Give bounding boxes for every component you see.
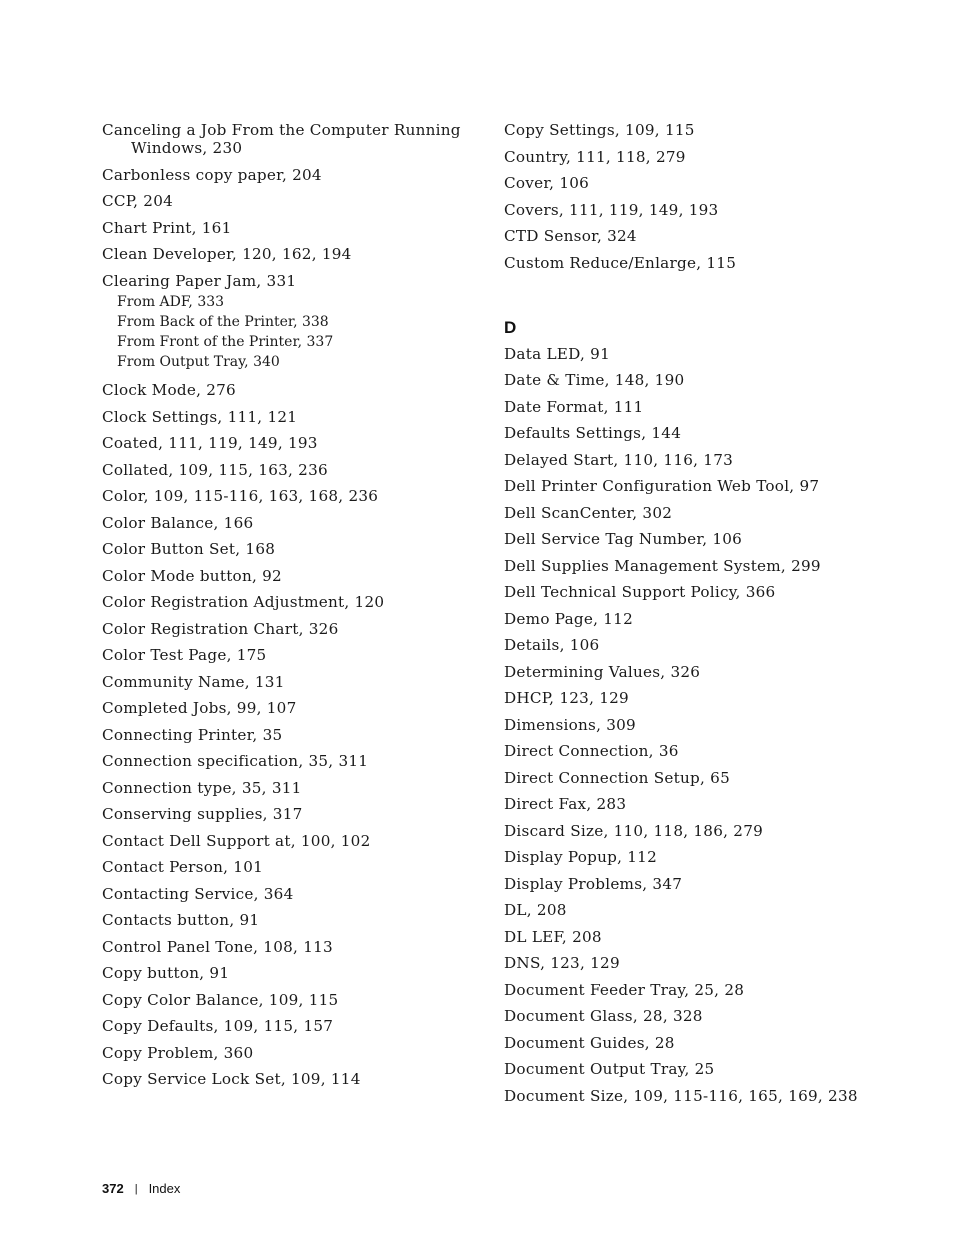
index-entry: Country, 111, 118, 279 bbox=[504, 147, 686, 166]
index-entry: DHCP, 123, 129 bbox=[504, 689, 629, 707]
index-entry: Clock Settings, 111, 121 bbox=[102, 407, 298, 426]
index-section-heading: D bbox=[504, 317, 517, 337]
index-entry: Copy Settings, 109, 115 bbox=[504, 121, 695, 139]
index-entry: Demo Page, 112 bbox=[504, 609, 633, 628]
index-entry: Color Test Page, 175 bbox=[102, 646, 267, 665]
index-entry: Dell Supplies Management System, 299 bbox=[504, 556, 821, 575]
index-entry: Contact Dell Support at, 100, 102 bbox=[102, 831, 371, 850]
index-entry: Dell Service Tag Number, 106 bbox=[504, 530, 743, 548]
index-entry: Date & Time, 148, 190 bbox=[504, 371, 685, 389]
index-entry-text: Clearing Paper Jam, 331 bbox=[102, 271, 297, 290]
index-entry: DL LEF, 208 bbox=[504, 927, 602, 946]
index-entry: Display Popup, 112 bbox=[504, 848, 657, 866]
index-subentry: From ADF, 333 bbox=[117, 293, 225, 310]
index-entry: Dimensions, 309 bbox=[504, 715, 636, 734]
index-entry-continuation: Windows, 230 bbox=[131, 139, 243, 157]
index-entry: CTD Sensor, 324 bbox=[504, 227, 637, 245]
index-entry: Copy Defaults, 109, 115, 157 bbox=[102, 1017, 334, 1036]
index-entry: Color Registration Adjustment, 120 bbox=[102, 593, 385, 612]
index-entry: Copy Service Lock Set, 109, 114 bbox=[102, 1070, 361, 1089]
index-entry: Connection specification, 35, 311 bbox=[102, 752, 369, 771]
index-entry: Connection type, 35, 311 bbox=[102, 778, 302, 797]
index-entry: Dell ScanCenter, 302 bbox=[504, 503, 673, 522]
index-entry: Completed Jobs, 99, 107 bbox=[102, 699, 297, 718]
index-entry: Color, 109, 115-116, 163, 168, 236 bbox=[102, 487, 379, 506]
page-footer bbox=[102, 1181, 180, 1196]
index-entry-text: Canceling a Job From the Computer Running bbox=[102, 121, 461, 139]
index-entry: Custom Reduce/Enlarge, 115 bbox=[504, 253, 737, 272]
index-entry: Connecting Printer, 35 bbox=[102, 725, 283, 744]
index-entry: Document Output Tray, 25 bbox=[504, 1060, 715, 1078]
index-entry: Collated, 109, 115, 163, 236 bbox=[102, 460, 328, 479]
index-entry: Document Glass, 28, 328 bbox=[504, 1007, 703, 1025]
index-entry: Copy Problem, 360 bbox=[102, 1043, 254, 1062]
index-entry: Copy button, 91 bbox=[102, 964, 230, 983]
index-entry: Color Button Set, 168 bbox=[102, 540, 276, 559]
index-column-left bbox=[102, 121, 462, 1097]
index-entry: Contacts button, 91 bbox=[102, 911, 260, 930]
index-entry: Color Balance, 166 bbox=[102, 513, 254, 532]
index-entry: Document Feeder Tray, 25, 28 bbox=[504, 980, 745, 999]
index-entry: Discard Size, 110, 118, 186, 279 bbox=[504, 821, 764, 840]
index-entry: Date Format, 111 bbox=[504, 397, 644, 416]
index-entry: Carbonless copy paper, 204 bbox=[102, 165, 322, 184]
index-entry: Conserving supplies, 317 bbox=[102, 805, 303, 824]
index-entry: Determining Values, 326 bbox=[504, 662, 701, 681]
index-entry: Data LED, 91 bbox=[504, 344, 611, 363]
index-entry: Display Problems, 347 bbox=[504, 874, 683, 893]
page-number: 372 bbox=[102, 1181, 124, 1196]
index-entry: Document Size, 109, 115-116, 165, 169, 238 bbox=[504, 1086, 858, 1105]
index-entry: Cover, 106 bbox=[504, 174, 590, 192]
index-entry: CCP, 204 bbox=[102, 192, 174, 210]
index-entry: DL, 208 bbox=[504, 901, 567, 919]
index-entry: Details, 106 bbox=[504, 636, 600, 654]
index-entry: Color Mode button, 92 bbox=[102, 566, 282, 585]
index-entry: Community Name, 131 bbox=[102, 672, 285, 691]
footer-section-name: Index bbox=[148, 1181, 181, 1196]
index-entry: Dell Technical Support Policy, 366 bbox=[504, 583, 776, 601]
index-entry bbox=[102, 121, 462, 157]
footer-separator: | bbox=[134, 1183, 138, 1195]
index-entry: Direct Connection Setup, 65 bbox=[504, 768, 730, 787]
index-entry: Direct Fax, 283 bbox=[504, 795, 627, 813]
index-entry: Contacting Service, 364 bbox=[102, 884, 294, 903]
index-entry: Color Registration Chart, 326 bbox=[102, 619, 339, 638]
index-entry: Document Guides, 28 bbox=[504, 1033, 675, 1052]
index-subentry-list bbox=[102, 292, 462, 373]
index-entry: Covers, 111, 119, 149, 193 bbox=[504, 200, 719, 219]
index-column-right bbox=[504, 121, 904, 1113]
index-entry: Chart Print, 161 bbox=[102, 218, 232, 237]
index-entry: Dell Printer Configuration Web Tool, 97 bbox=[504, 477, 820, 495]
index-subentry: From Output Tray, 340 bbox=[117, 354, 280, 371]
index-entry: Direct Connection, 36 bbox=[504, 742, 679, 760]
index-subentry: From Front of the Printer, 337 bbox=[117, 334, 334, 351]
index-entry: Control Panel Tone, 108, 113 bbox=[102, 937, 333, 956]
index-entry: Copy Color Balance, 109, 115 bbox=[102, 990, 339, 1009]
index-entry: Defaults Settings, 144 bbox=[504, 424, 682, 442]
index-entry: Clean Developer, 120, 162, 194 bbox=[102, 245, 352, 263]
index-entry-with-subentries bbox=[102, 272, 462, 373]
index-entry: Delayed Start, 110, 116, 173 bbox=[504, 450, 734, 469]
index-subentry: From Back of the Printer, 338 bbox=[117, 313, 329, 330]
index-entry: Coated, 111, 119, 149, 193 bbox=[102, 434, 318, 453]
index-entry: Clock Mode, 276 bbox=[102, 381, 236, 400]
index-entry: Contact Person, 101 bbox=[102, 858, 264, 877]
index-entry: DNS, 123, 129 bbox=[504, 954, 620, 972]
